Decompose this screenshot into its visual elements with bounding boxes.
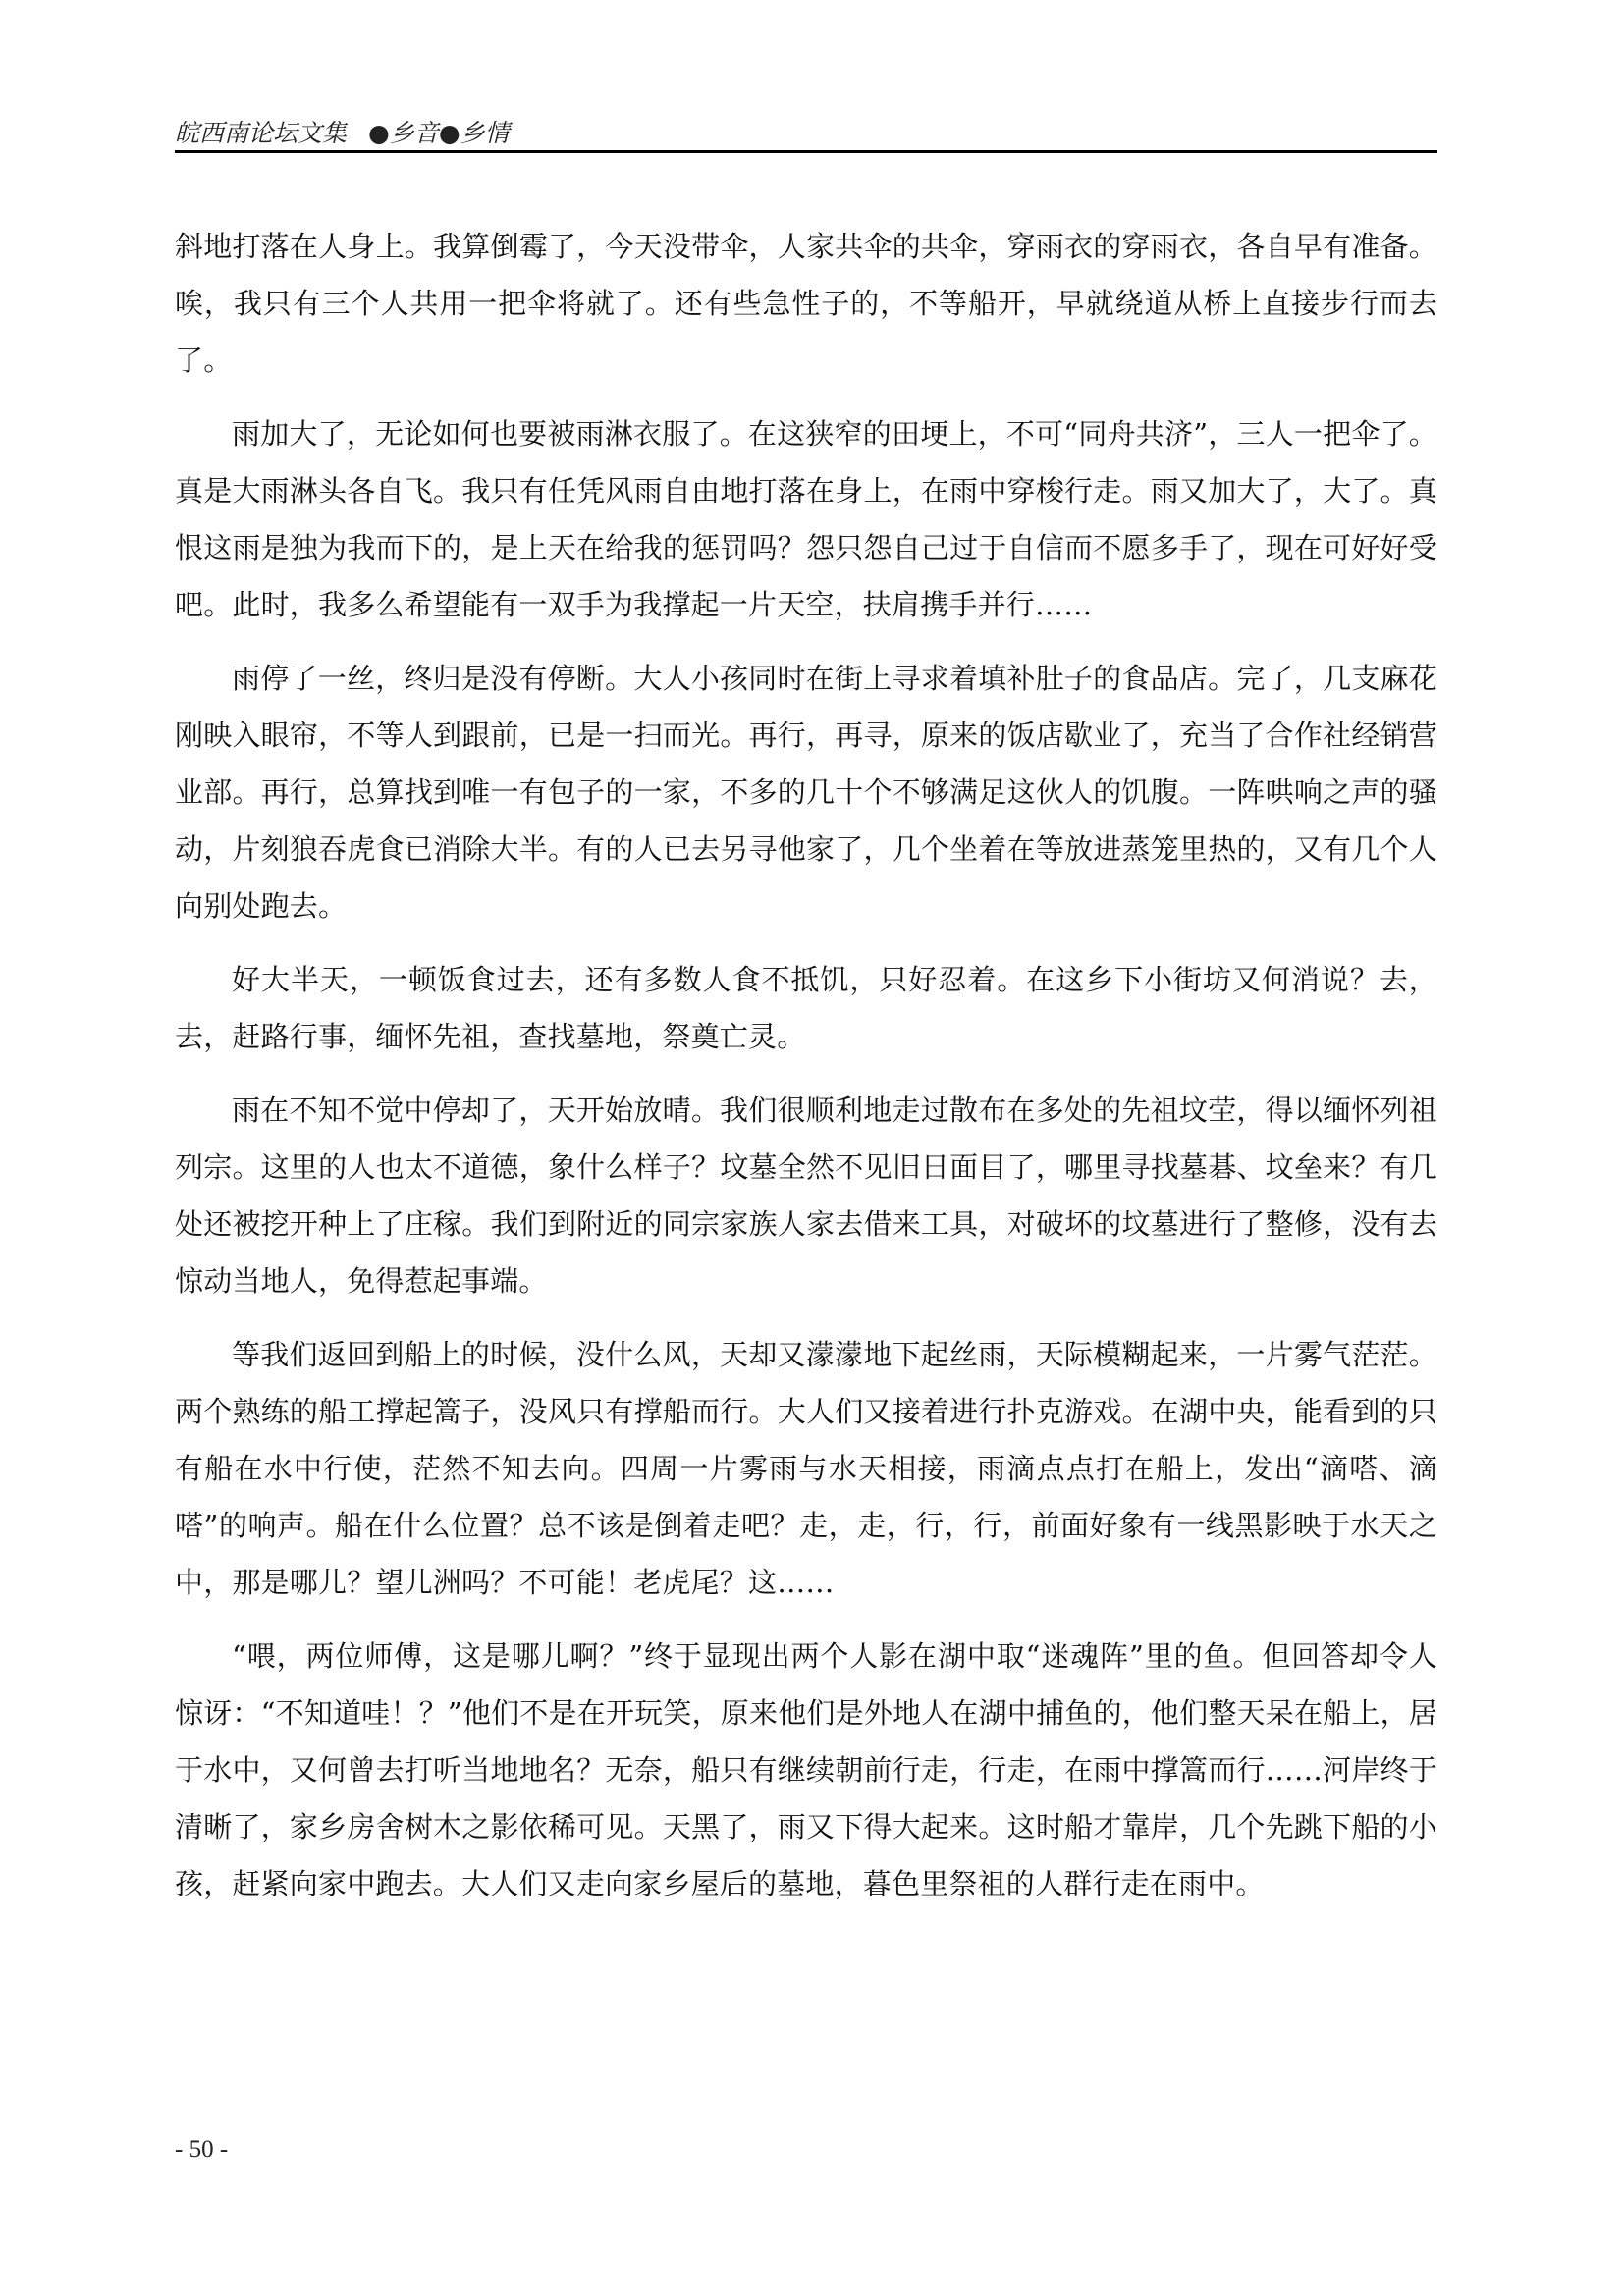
- paragraph-4: 好大半天，一顿饭食过去，还有多数人食不抵饥，只好忍着。在这乡下小街坊又何消说？去，去，赶路行事，缅怀先祖，查找墓地，祭奠亡灵。: [175, 963, 1437, 1053]
- section-label-1: 乡音: [389, 119, 439, 147]
- paragraph-1: 斜地打落在人身上。我算倒霉了，今天没带伞，人家共伞的共伞，穿雨衣的穿雨衣，各自早有准备。唉，我只有三个人共用一把伞将就了。还有些急性子的，不等船开，早就绕道从桥上直接步行而去了。: [175, 230, 1437, 377]
- section-tag-1: [368, 114, 439, 149]
- section-tag-2: [439, 114, 510, 149]
- header-divider: [175, 150, 1437, 153]
- page-number: - 50 -: [175, 2136, 229, 2163]
- collection-title: 皖西南论坛文集: [175, 119, 348, 147]
- paragraph-3: 雨停了一丝，终归是没有停断。大人小孩同时在街上寻求着填补肚子的食品店。完了，几支麻花刚映入眼帘，不等人到跟前，已是一扫而光。再行，再寻，原来的饭店歇业了，充当了合作社经销营业部。再行，总算找到唯一有包子的一家，不多的几十个不够满足这伙人的饥腹。一阵哄响之声的骚动，片刻狼吞虎食已消除大半。有的人已去另寻他家了，几个坐着在等放进蒸笼里热的，又有几个人向别处跑去。: [175, 662, 1437, 923]
- paragraph-7: “喂，两位师傅，这是哪儿啊？”终于显现出两个人影在湖中取“迷魂阵”里的鱼。但回答却令人惊讶：“不知道哇！？”他们不是在开玩笑，原来他们是外地人在湖中捕鱼的，他们整天呆在船上，居于水中，又何曾去打听当地地名？无奈，船只有继续朝前行走，行走，在雨中撑篙而行……河岸终于清晰了，家乡房舍树木之影依稀可见。天黑了，雨又下得大起来。这时船才靠岸，几个先跳下船的小孩，赶紧向家中跑去。大人们又走向家乡屋后的墓地，暮色里祭祖的人群行走在雨中。: [175, 1639, 1437, 1900]
- paragraph-5: 雨在不知不觉中停却了，天开始放晴。我们很顺利地走过散布在多处的先祖坟茔，得以缅怀列祖列宗。这里的人也太不道德，象什么样子？坟墓全然不见旧日面目了，哪里寻找墓碁、坟垒来？有几处还被挖开种上了庄稼。我们到附近的同宗家族人家去借来工具，对破坏的坟墓进行了整修，没有去惊动当地人，免得惹起事端。: [175, 1094, 1437, 1298]
- section-label-2: 乡情: [460, 119, 510, 147]
- paragraph-6: 等我们返回到船上的时候，没什么风，天却又濛濛地下起丝雨，天际模糊起来，一片雾气茫茫。两个熟练的船工撑起篙子，没风只有撑船而行。大人们又接着进行扑克游戏。在湖中央，能看到的只有船在水中行使，茫然不知去向。四周一片雾雨与水天相接，雨滴点点打在船上，发出“滴嗒、滴嗒”的响声。船在什么位置？总不该是倒着走吧？走，走，行，行，前面好象有一线黑影映于水天之中，那是哪儿？望儿洲吗？不可能！老虎尾？这……: [175, 1338, 1437, 1599]
- paragraph-2: 雨加大了，无论如何也要被雨淋衣服了。在这狭窄的田埂上，不可“同舟共济”，三人一把伞了。真是大雨淋头各自飞。我只有任凭风雨自由地打落在身上，在雨中穿梭行走。雨又加大了，大了。真恨这雨是独为我而下的，是上天在给我的惩罚吗？怨只怨自己过于自信而不愿多手了，现在可好好受吧。此时，我多么希望能有一双手为我撑起一片天空，扶肩携手并行……: [175, 417, 1437, 621]
- bullet-icon: ●: [438, 119, 460, 147]
- bullet-icon: ●: [368, 119, 390, 147]
- running-header: [175, 110, 1437, 149]
- article-body: [175, 218, 1437, 1929]
